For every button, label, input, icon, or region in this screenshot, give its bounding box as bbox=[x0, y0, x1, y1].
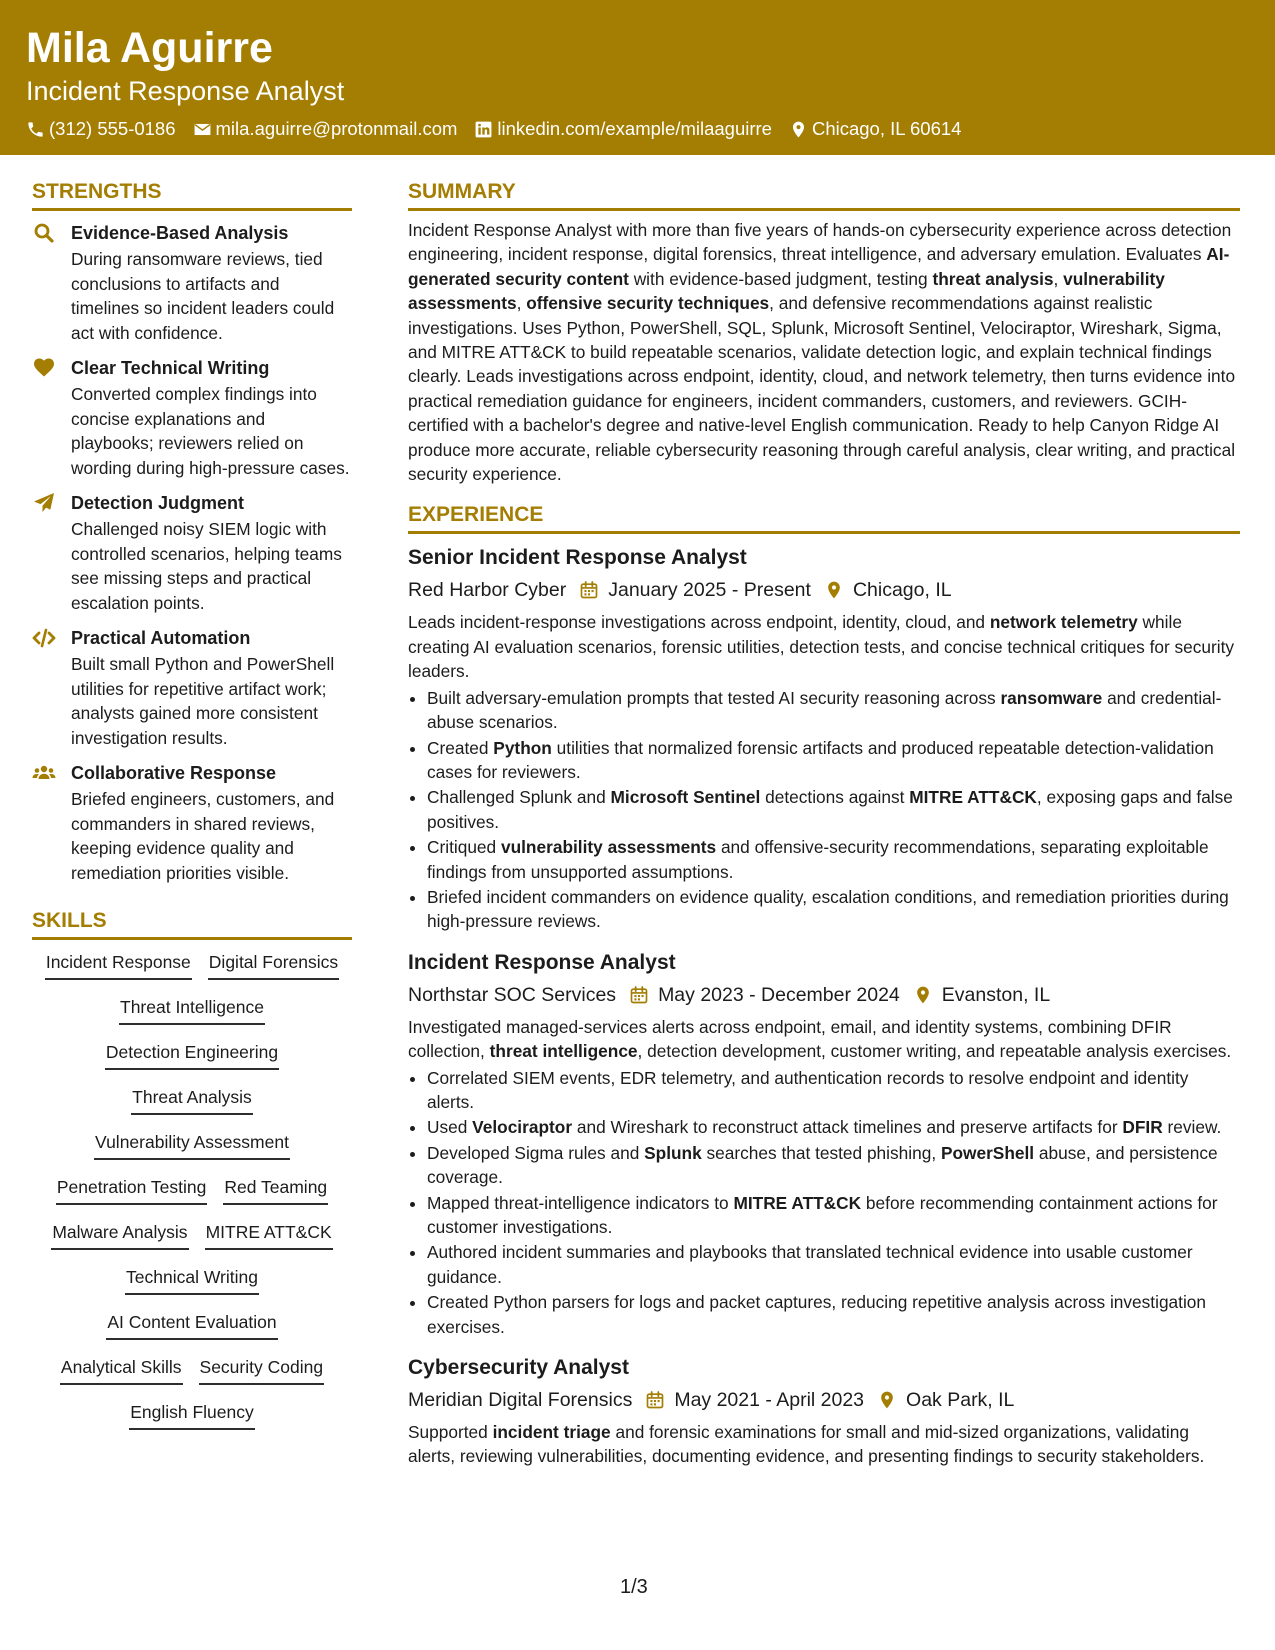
heart-icon bbox=[32, 356, 56, 380]
candidate-role: Incident Response Analyst bbox=[26, 76, 345, 106]
skill-tag: Detection Engineering bbox=[105, 1040, 279, 1070]
skill-tag: Incident Response bbox=[45, 950, 192, 980]
job-bullet: • Created Python parsers for logs and packet captures, reducing repetitive analysis across investigation exercises. bbox=[427, 1290, 1240, 1339]
job-title: Incident Response Analyst bbox=[408, 950, 676, 974]
job-title: Cybersecurity Analyst bbox=[408, 1356, 629, 1380]
sidebar bbox=[32, 178, 352, 1445]
job-company: Meridian Digital Forensics bbox=[408, 1389, 633, 1412]
paper-plane-icon bbox=[32, 491, 56, 515]
strength-title: Clear Technical Writing bbox=[71, 358, 270, 378]
calendar-icon bbox=[629, 985, 649, 1005]
linkedin-icon bbox=[474, 120, 493, 139]
job-description: Leads incident-response investigations across endpoint, identity, cloud, and network telemetry while creating AI evaluation scenarios, forensic utilities, detection tests, and concise technical critiques for security leaders. bbox=[408, 612, 1235, 682]
contact-linkedin-text[interactable]: linkedin.com/example/milaaguirre bbox=[497, 118, 772, 139]
contact-location-text: Chicago, IL 60614 bbox=[811, 118, 962, 139]
job-dates: May 2021 - April 2023 bbox=[674, 1389, 865, 1412]
job-title: Senior Incident Response Analyst bbox=[408, 546, 747, 570]
job-bullet: • Built adversary-emulation prompts that tested AI security reasoning across ransomware and credential-abuse scenarios. bbox=[427, 686, 1240, 735]
skill-tag: Vulnerability Assessment bbox=[94, 1130, 290, 1160]
skill-tag: Digital Forensics bbox=[208, 950, 339, 980]
contact-location bbox=[789, 118, 961, 140]
strength-item bbox=[32, 625, 352, 750]
location-pin-icon bbox=[824, 580, 844, 600]
job-bullet: • Briefed incident commanders on evidence quality, escalation conditions, and remediation priorities during high-pressure reviews. bbox=[427, 885, 1240, 934]
job-bullet: • Authored incident summaries and playbooks that translated technical evidence into usable customer guidance. bbox=[427, 1240, 1240, 1289]
strength-item bbox=[32, 490, 352, 615]
location-pin-icon bbox=[789, 120, 808, 139]
job-bullets bbox=[408, 1066, 1240, 1339]
contact-phone bbox=[26, 118, 176, 140]
job-dates: January 2025 - Present bbox=[608, 579, 811, 602]
strength-description: During ransomware reviews, tied conclusions to artifacts and timelines so incident leaders could act with confidence. bbox=[71, 249, 335, 343]
strength-title: Collaborative Response bbox=[71, 763, 277, 783]
contact-bar bbox=[26, 116, 978, 142]
experience-list bbox=[408, 543, 1240, 1468]
strength-item bbox=[32, 355, 352, 480]
skill-tag: Threat Intelligence bbox=[119, 995, 265, 1025]
job-company: Red Harbor Cyber bbox=[408, 579, 567, 602]
location-pin-icon bbox=[913, 985, 933, 1005]
job-meta bbox=[408, 1385, 1240, 1415]
contact-email[interactable] bbox=[193, 118, 458, 140]
skill-tag: AI Content Evaluation bbox=[106, 1310, 277, 1340]
job-bullets bbox=[408, 686, 1240, 934]
code-icon bbox=[32, 626, 56, 650]
page-indicator: 1/3 bbox=[620, 1576, 648, 1598]
skill-tag: Malware Analysis bbox=[51, 1220, 188, 1250]
job-description: Supported incident triage and forensic examinations for small and mid-sized organizations, validating alerts, reviewing vulnerabilities, documenting evidence, and presenting findings to security stakeholders. bbox=[408, 1422, 1205, 1467]
job-bullet: • Used Velociraptor and Wireshark to reconstruct attack timelines and preserve artifacts for DFIR review. bbox=[427, 1115, 1240, 1139]
skills-list bbox=[32, 950, 352, 1445]
location-pin-icon bbox=[877, 1390, 897, 1410]
calendar-icon bbox=[579, 580, 599, 600]
job-bullet: • Correlated SIEM events, EDR telemetry, and authentication records to resolve endpoint and identity alerts. bbox=[427, 1066, 1240, 1115]
strength-description: Built small Python and PowerShell utilities for repetitive artifact work; analysts gained more consistent investigation results. bbox=[71, 654, 335, 748]
job-location: Chicago, IL bbox=[852, 579, 952, 602]
calendar-icon bbox=[645, 1390, 665, 1410]
skill-tag: Penetration Testing bbox=[56, 1175, 208, 1205]
job-bullet: • Developed Sigma rules and Splunk searches that tested phishing, PowerShell abuse, and persistence coverage. bbox=[427, 1141, 1240, 1190]
skill-tag: Analytical Skills bbox=[60, 1355, 183, 1385]
skills-heading: SKILLS bbox=[32, 907, 352, 940]
job-meta bbox=[408, 575, 1240, 605]
users-icon bbox=[32, 761, 56, 785]
search-icon bbox=[32, 221, 56, 245]
strength-description: Briefed engineers, customers, and commanders in shared reviews, keeping evidence quality and remediation priorities visible. bbox=[71, 789, 335, 883]
main-column bbox=[408, 178, 1240, 1469]
skill-tag: English Fluency bbox=[129, 1400, 255, 1430]
skill-tag: Red Teaming bbox=[223, 1175, 328, 1205]
resume-header bbox=[0, 0, 1275, 155]
job-description: Investigated managed-services alerts across endpoint, email, and identity systems, combining DFIR collection, threat intelligence, detection development, customer writing, and repeatable analysis exercises. bbox=[408, 1016, 1232, 1062]
contact-email-text[interactable]: mila.aguirre@protonmail.com bbox=[215, 118, 458, 139]
strength-description: Converted complex findings into concise explanations and playbooks; reviewers relied on wording during high-pressure cases. bbox=[71, 384, 350, 478]
skill-tag: Security Coding bbox=[199, 1355, 325, 1385]
contact-phone-text: (312) 555-0186 bbox=[49, 118, 176, 139]
strength-description: Challenged noisy SIEM logic with controlled scenarios, helping teams see missing steps and practical escalation points. bbox=[71, 519, 342, 613]
skill-tag: Technical Writing bbox=[125, 1265, 259, 1295]
contact-linkedin[interactable] bbox=[474, 118, 772, 140]
strengths-list bbox=[32, 220, 352, 885]
strength-item bbox=[32, 220, 352, 345]
strength-title: Practical Automation bbox=[71, 628, 251, 648]
strengths-heading: STRENGTHS bbox=[32, 178, 352, 211]
job-entry bbox=[408, 543, 1240, 933]
job-dates: May 2023 - December 2024 bbox=[658, 983, 900, 1006]
experience-heading: EXPERIENCE bbox=[408, 501, 1240, 534]
job-meta bbox=[408, 980, 1240, 1010]
summary-text: Incident Response Analyst with more than five years of hands-on cybersecurity experience across detection engineering, incident response, digital forensics, threat intelligence, and adversary emulation. Evaluates AI-generated security content with evidence-based judgment, testing threat analysis, vulnerability assessments, offensive security techniques, and defensive recommendations against realistic investigations. Uses Python, PowerShell, SQL, Splunk, Microsoft Sentinel, Velociraptor, Wireshark, Sigma, and MITRE ATT&CK to build repeatable scenarios, validate detection logic, and explain technical findings clearly. Leads investigations across endpoint, identity, cloud, and network telemetry, then turns evidence into practical remediation guidance for engineers, incident commanders, customers, and reviewers. GCIH-certified with a bachelor's degree and native-level English communication. Ready to help Canyon Ridge AI produce more accurate, reliable cybersecurity reasoning through careful analysis, clear writing, and practical security experience. bbox=[408, 220, 1236, 485]
strength-title: Evidence-Based Analysis bbox=[71, 223, 289, 243]
envelope-icon bbox=[193, 120, 212, 139]
skill-tag: MITRE ATT&CK bbox=[205, 1220, 333, 1250]
summary-heading: SUMMARY bbox=[408, 178, 1240, 211]
job-bullet: • Created Python utilities that normalized forensic artifacts and produced repeatable detection-validation cases for reviewers. bbox=[427, 736, 1240, 785]
job-location: Oak Park, IL bbox=[906, 1389, 1015, 1412]
skill-tag: Threat Analysis bbox=[131, 1085, 253, 1115]
job-location: Evanston, IL bbox=[941, 983, 1051, 1006]
job-bullet: • Mapped threat-intelligence indicators to MITRE ATT&CK before recommending containment actions for customer investigations. bbox=[427, 1191, 1240, 1240]
job-bullet: • Critiqued vulnerability assessments and offensive-security recommendations, separating exploitable findings from unsupported assumptions. bbox=[427, 835, 1240, 884]
job-entry bbox=[408, 948, 1240, 1339]
strength-title: Detection Judgment bbox=[71, 493, 245, 513]
job-entry bbox=[408, 1353, 1240, 1469]
job-bullet: • Challenged Splunk and Microsoft Sentinel detections against MITRE ATT&CK, exposing gaps and false positives. bbox=[427, 785, 1240, 834]
job-company: Northstar SOC Services bbox=[408, 983, 617, 1006]
strength-item bbox=[32, 760, 352, 885]
candidate-name: Mila Aguirre bbox=[26, 24, 273, 72]
phone-icon bbox=[26, 120, 45, 139]
